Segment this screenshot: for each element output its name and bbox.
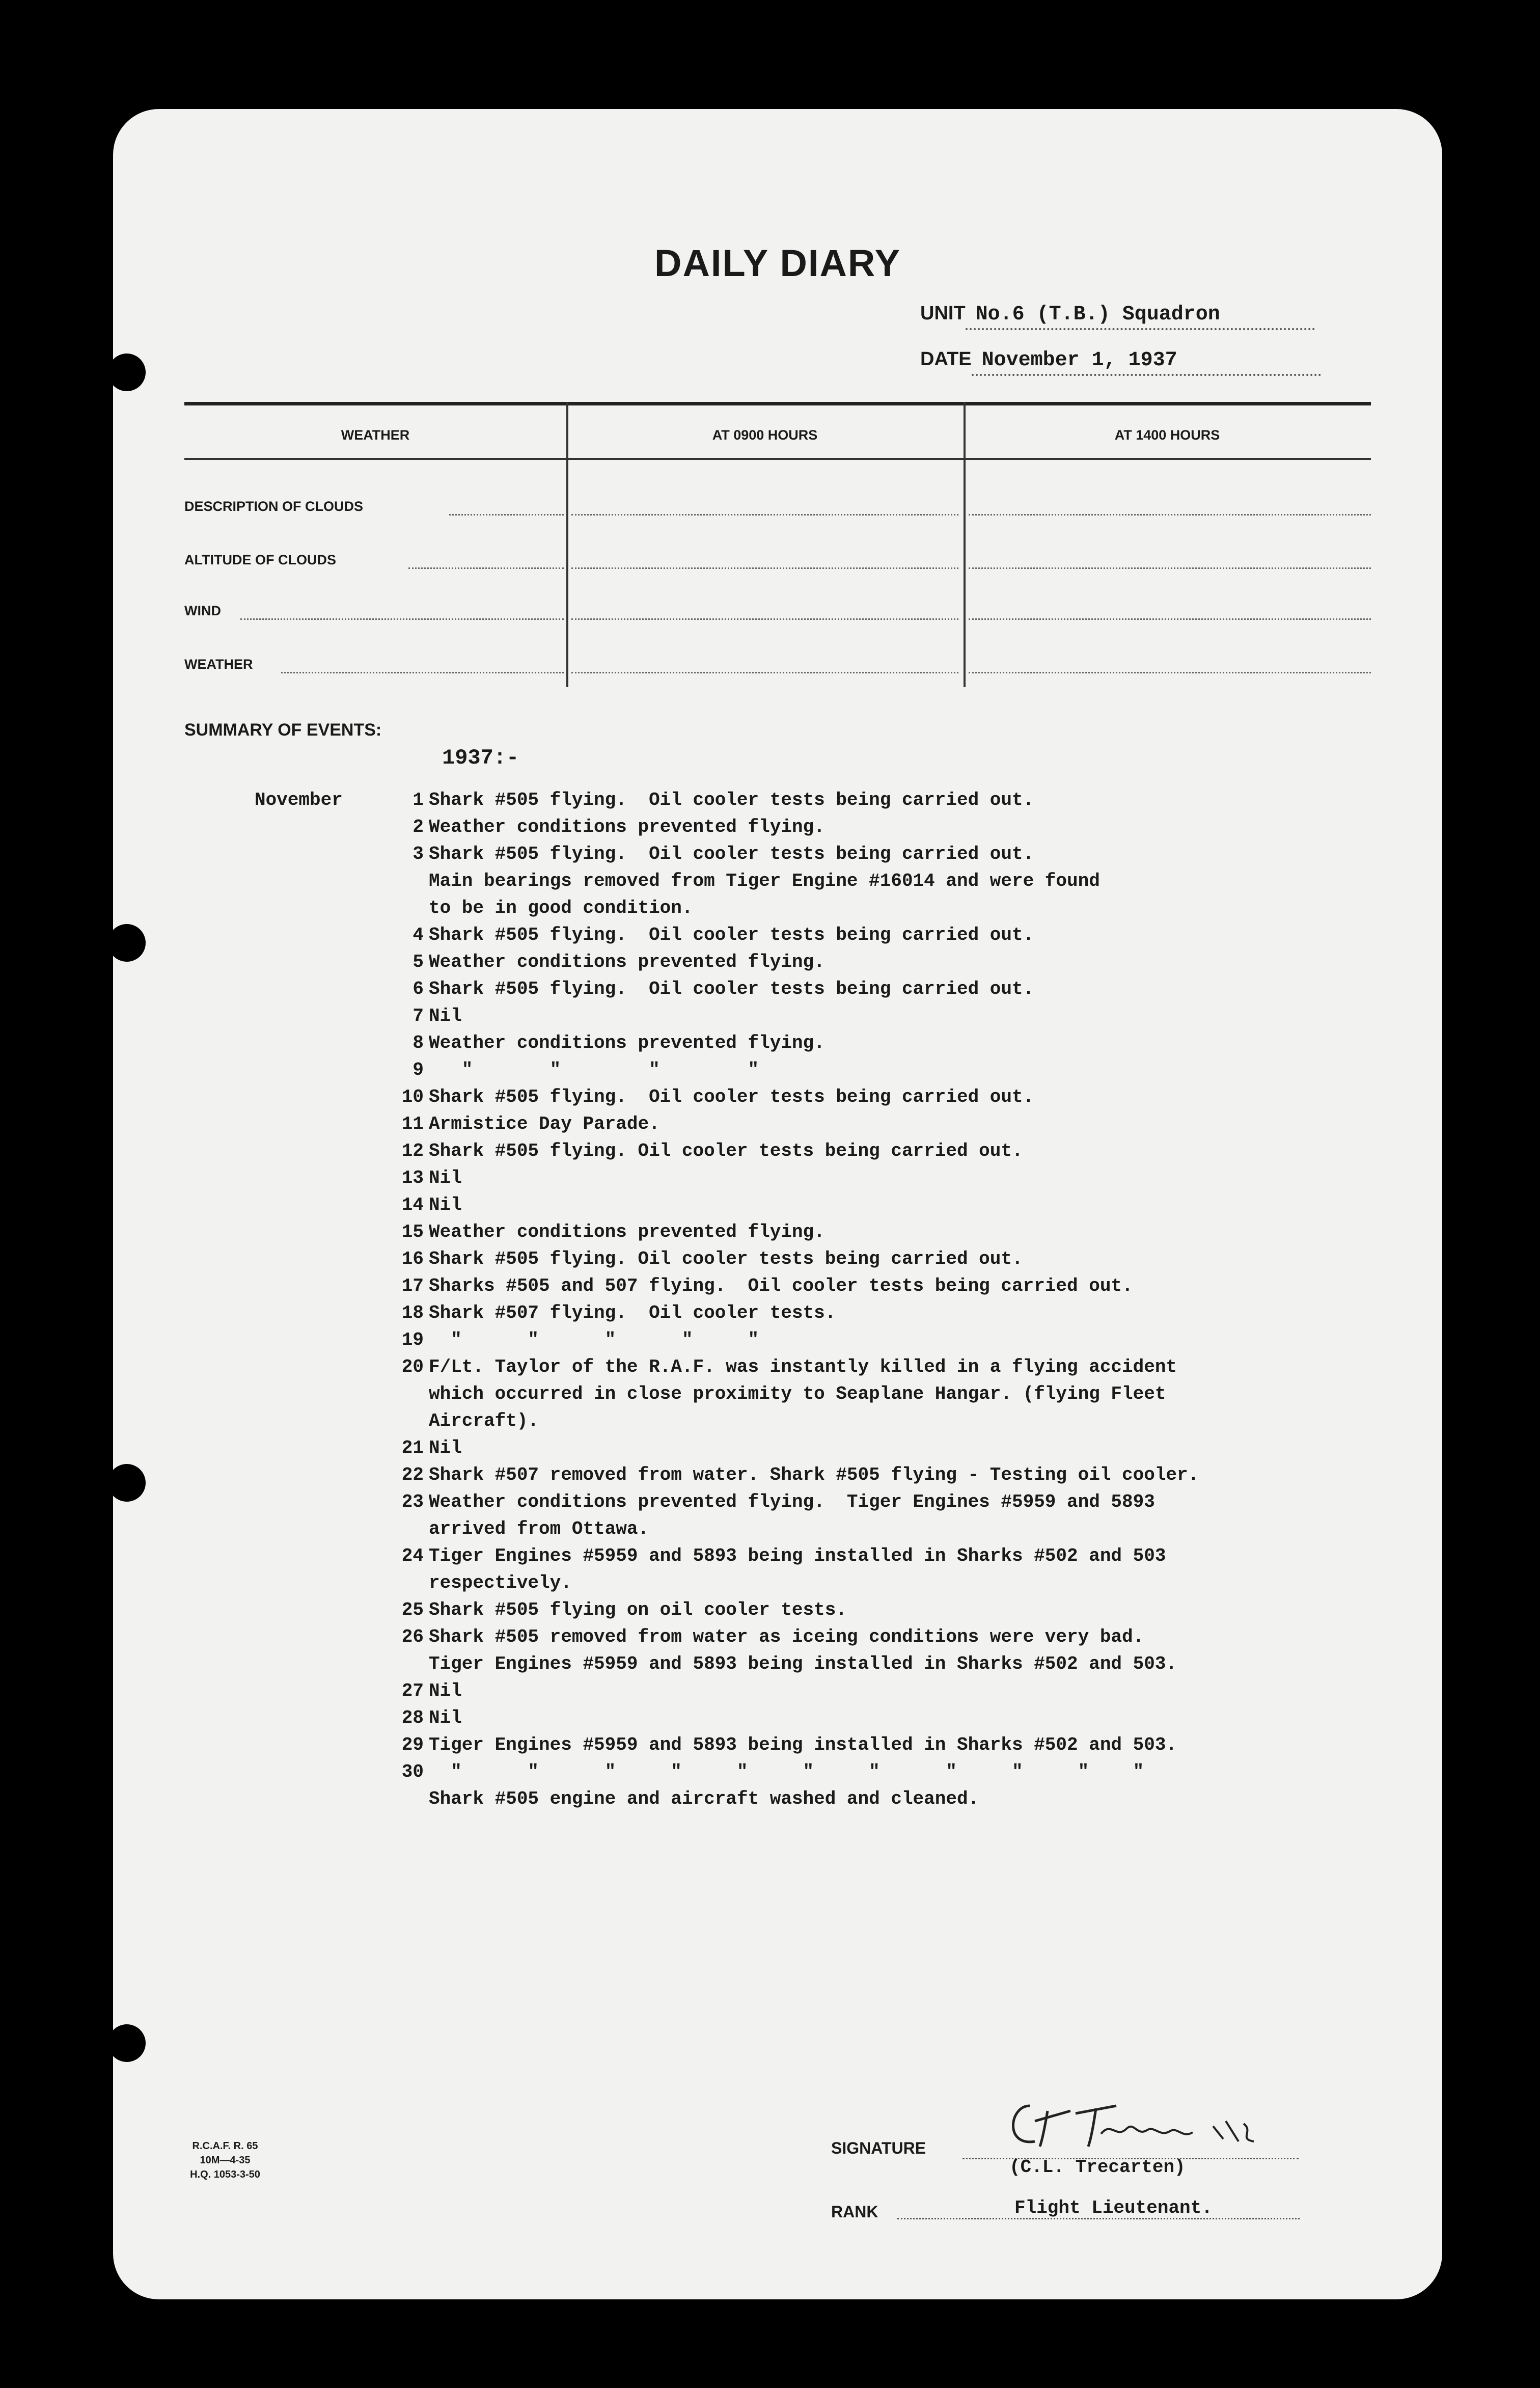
event-text: Nil: [429, 1006, 462, 1026]
dotted-rule: [408, 567, 564, 569]
event-text: Shark #505 removed from water as iceing conditions were very bad.: [429, 1626, 1144, 1647]
event-day: 4: [413, 925, 424, 945]
event-text: Shark #507 removed from water. Shark #505 flying - Testing oil cooler.: [429, 1464, 1199, 1485]
event-day: 28: [401, 1707, 424, 1728]
event-day: 12: [401, 1141, 424, 1161]
event-day: 16: [401, 1249, 424, 1269]
event-text: Nil: [429, 1195, 462, 1215]
year-heading: 1937:-: [442, 746, 519, 770]
column-divider: [566, 402, 568, 687]
dotted-rule: [571, 672, 958, 673]
page-title: DAILY DIARY: [654, 242, 901, 284]
event-day: 9: [413, 1060, 424, 1080]
row-label-description: DESCRIPTION OF CLOUDS: [184, 499, 364, 514]
event-text: Weather conditions prevented flying.: [429, 952, 825, 972]
event-day: 5: [413, 952, 424, 972]
event-text: Tiger Engines #5959 and 5893 being installed in Sharks #502 and 503.: [429, 1734, 1177, 1755]
event-text: Weather conditions prevented flying.: [429, 1033, 825, 1053]
punch-hole: [108, 1464, 146, 1502]
diary-page: [113, 109, 1442, 2299]
unit-value: No.6 (T.B.) Squadron: [966, 303, 1315, 330]
event-day: 11: [401, 1114, 424, 1134]
punch-hole: [108, 354, 146, 391]
form-code-line: H.Q. 1053-3-50: [190, 2169, 260, 2180]
dotted-rule: [571, 618, 958, 620]
event-day: 29: [401, 1734, 424, 1755]
event-text: Shark #505 flying. Oil cooler tests being carried out.: [429, 1141, 1023, 1161]
signature-label: SIGNATURE: [831, 2139, 926, 2157]
event-day: 24: [401, 1545, 424, 1566]
column-header-weather: WEATHER: [341, 427, 410, 443]
event-text: Nil: [429, 1680, 462, 1701]
event-day: 19: [401, 1329, 424, 1350]
rank-label: RANK: [831, 2203, 878, 2221]
punch-hole: [108, 2024, 146, 2062]
event-text: " " " " ": [429, 1329, 759, 1350]
event-text: respectively.: [429, 1572, 572, 1593]
dotted-rule: [281, 672, 564, 673]
event-text: Armistice Day Parade.: [429, 1114, 660, 1134]
unit-row: [920, 303, 1315, 330]
event-text: Tiger Engines #5959 and 5893 being installed in Sharks #502 and 503.: [429, 1653, 1177, 1674]
event-text: Shark #507 flying. Oil cooler tests.: [429, 1302, 836, 1323]
event-day: 27: [401, 1680, 424, 1701]
event-day: 18: [401, 1302, 424, 1323]
event-text: Shark #505 flying. Oil cooler tests being carried out.: [429, 844, 1034, 864]
rank-value: Flight Lieutenant.: [1014, 2197, 1213, 2218]
event-text: F/Lt. Taylor of the R.A.F. was instantly killed in a flying accident: [429, 1356, 1177, 1377]
event-day: 21: [401, 1437, 424, 1458]
event-day: 23: [401, 1491, 424, 1512]
event-day: 10: [401, 1087, 424, 1107]
date-value: November 1, 1937: [972, 349, 1321, 376]
event-day: 2: [413, 817, 424, 837]
event-text: Shark #505 flying. Oil cooler tests being carried out.: [429, 1087, 1034, 1107]
dotted-rule: [969, 567, 1371, 569]
dotted-rule: [449, 514, 564, 515]
event-text: arrived from Ottawa.: [429, 1518, 649, 1539]
event-text: Shark #505 engine and aircraft washed and cleaned.: [429, 1788, 979, 1809]
table-top-rule: [184, 402, 1371, 405]
event-day: 15: [401, 1222, 424, 1242]
dotted-rule: [969, 672, 1371, 673]
event-day: 3: [413, 844, 424, 864]
row-label-altitude: ALTITUDE OF CLOUDS: [184, 552, 336, 567]
event-text: Weather conditions prevented flying. Tiger Engines #5959 and 5893: [429, 1491, 1155, 1512]
event-day: 17: [401, 1276, 424, 1296]
date-row: [920, 348, 1321, 376]
event-text: to be in good condition.: [429, 898, 693, 918]
month-label: November: [255, 790, 343, 810]
dotted-rule: [969, 618, 1371, 620]
event-text: Aircraft).: [429, 1410, 539, 1431]
event-text: Shark #505 flying on oil cooler tests.: [429, 1599, 847, 1620]
punch-hole: [108, 924, 146, 962]
event-day: 1: [413, 790, 424, 810]
event-day: 25: [401, 1599, 424, 1620]
form-code-line: 10M—4-35: [200, 2155, 251, 2166]
row-label-weather: WEATHER: [184, 657, 253, 672]
summary-label: SUMMARY OF EVENTS:: [184, 720, 382, 740]
event-day: 6: [413, 979, 424, 999]
dotted-rule: [240, 618, 564, 620]
weather-table: [184, 402, 1371, 687]
event-day: 20: [401, 1356, 424, 1377]
unit-label: UNIT: [920, 303, 966, 324]
event-text: which occurred in close proximity to Seaplane Hangar. (flying Fleet: [429, 1383, 1166, 1404]
event-text: Shark #505 flying. Oil cooler tests being carried out.: [429, 1249, 1023, 1269]
column-header-0900: AT 0900 HOURS: [712, 427, 818, 443]
event-text: " " " ": [429, 1060, 759, 1080]
signature-name: (C.L. Trecarten): [1009, 2157, 1186, 2178]
dotted-rule: [571, 514, 958, 515]
column-header-1400: AT 1400 HOURS: [1114, 427, 1220, 443]
column-divider: [964, 402, 966, 687]
event-text: Main bearings removed from Tiger Engine #16014 and were found: [429, 871, 1100, 891]
event-text: Nil: [429, 1707, 462, 1728]
event-day: 26: [401, 1626, 424, 1647]
event-text: Weather conditions prevented flying.: [429, 817, 825, 837]
event-day: 13: [401, 1168, 424, 1188]
dotted-rule: [571, 567, 958, 569]
event-text: Sharks #505 and 507 flying. Oil cooler tests being carried out.: [429, 1276, 1133, 1296]
form-code-line: R.C.A.F. R. 65: [192, 2140, 258, 2152]
date-label: DATE: [920, 348, 972, 370]
event-text: Weather conditions prevented flying.: [429, 1222, 825, 1242]
event-text: Shark #505 flying. Oil cooler tests being carried out.: [429, 979, 1034, 999]
event-text: " " " " " " " " " " ": [429, 1761, 1144, 1782]
event-day: 22: [401, 1464, 424, 1485]
event-day: 8: [413, 1033, 424, 1053]
event-day: 7: [413, 1006, 424, 1026]
row-label-wind: WIND: [184, 603, 221, 618]
event-text: Nil: [429, 1437, 462, 1458]
event-text: Shark #505 flying. Oil cooler tests being carried out.: [429, 790, 1034, 810]
event-text: Shark #505 flying. Oil cooler tests being carried out.: [429, 925, 1034, 945]
event-text: Tiger Engines #5959 and 5893 being installed in Sharks #502 and 503: [429, 1545, 1166, 1566]
event-day: 30: [401, 1761, 424, 1782]
event-text: Nil: [429, 1168, 462, 1188]
form-code: [184, 2139, 266, 2182]
event-day: 14: [401, 1195, 424, 1215]
dotted-rule: [969, 514, 1371, 515]
handwritten-signature: [999, 2091, 1284, 2157]
table-header-rule: [184, 458, 1371, 460]
